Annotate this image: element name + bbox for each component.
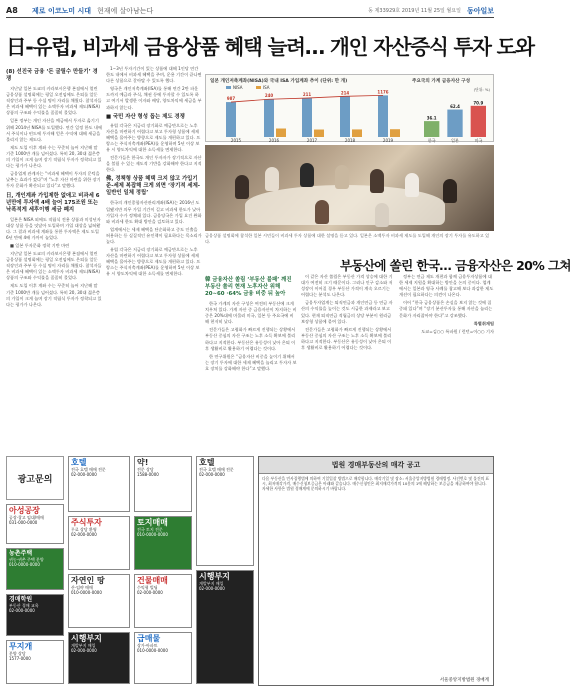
column-subheading: 韓 금융자산 쏠림 ‘부동산 불패’ 깨진 부동산 쏠리 현재 노후자산 위해 20∼60 ·64% 금융 비중 뒤 높아 [205,277,292,297]
chart-tick-label: 2017 [306,138,318,143]
paragraph: 지난달 일본 도쿄의 키라보시은행 본점에서 열린 금융상품 설명회에는 평일 오전임에도 은퇴를 앞둔 직장인과 주부 등 수십 명이 자리를 채웠다. 참석자들은 비과세 혜택이 있는 소액투자 비과세 제도(NISA) 상품의 구조와 수익률을 꼼꼼히 물었다. [6,250,102,281]
chart-data-label: 70.9 [473,100,484,106]
paragraph: 제도 도입 이후 계좌 수는 꾸준히 늘어 지난해 말 기준 1000만 개를 넘어섰다. 특히 20, 30대 젊은층의 가입이 크게 늘며 장기 적립식 투자가 정착되고 있다는 평가가 나온다. [6,283,102,307]
ad-line: 전국 토지 전문 [137,527,163,532]
page-number: A8 [6,6,18,15]
byline: 특별취재팀 [473,320,494,326]
chart-unit-label: (단위: %) [473,87,490,92]
paragraph: 정부는 연금 제도 개편과 함께 금융투자상품에 대한 세제 지원을 확대하는 방안을 논의 중이다. 업계에서는 일본과 영국 사례를 참고해 보다 과감한 제도 개선이 필요하다는 의견이 나온다. [399,274,494,298]
ad-block[interactable] [6,594,64,636]
ad-block[interactable] [68,632,130,684]
column-subheading: 日, 개인계좌 가입제한 없애고 비과세 6년만에 투자액 4배 늘어 175조원 또는 낙폭적게 세후이행 세금 폐지 [6,192,100,213]
chart-tick-label: 2019 [382,138,394,143]
ad-block[interactable] [68,516,130,570]
ad-name: 아성공장 [9,506,40,515]
chart-bar [314,130,324,137]
photo-person [375,203,389,227]
ad-line: 부동산 경매 교육 [9,603,39,608]
main-headline: 日-유럽, 비과세 금융상품 혜택 늘려… 개인 자산증식 투자 도와 [6,35,534,59]
ad-line: 귀농·귀촌 주택 분양 [9,557,44,562]
ad-block[interactable] [134,574,192,628]
photo-person [443,179,457,203]
ad-name: 호텔 [199,458,215,467]
paragraph: 지난달 일본 도쿄의 키라보시은행 본점에서 열린 금융상품 설명회에는 평일 오전임에도 은퇴를 앞둔 직장인과 주부 등 수십 명이 자리를 채웠다. 참석자들은 비과세 혜택이 있는 소액투자 비과세 제도(NISA) 상품의 구조와 수익률을 꼼꼼히 물었다. [6,86,102,116]
paragraph: 한국 가계의 자산 구성은 여전히 부동산에 크게 치우쳐 있다. 가계 자산 중 금융자산이 차지하는 비중은 20%대에 머물러 미국, 일본 등 주요국에 비해 현저히 낮다. [205,301,297,325]
paragraph: 영국은 개인저축계좌(ISA)를 통해 연간 2만 파운드까지 예금과 주식, 채권 등에 투자할 수 있도록 하고 여기서 발생한 이자와 배당, 양도차익에 세금을 부과하지 않는다. [106,86,202,110]
ad-block[interactable] [134,516,192,570]
ad-phone: 010-0000-0000 [71,590,102,596]
paragraph: 제도 도입 이후 계좌 수는 꾸준히 늘어 지난해 말 기준 1000만 개를 넘어섰다. 특히 20, 30대 젊은층의 가입이 크게 늘며 장기 적립식 투자가 정착되고 있다는 평가가 나온다. [6,144,102,169]
ad-line: 전문 상담 [137,467,154,472]
ad-phone: 02-000-0000 [71,532,97,538]
photo-person [315,200,329,224]
photo-person [405,173,419,197]
ad-line: 개발부지 매입 [199,581,224,586]
paragraph: ■ 일본 투자문화 정착 기반 마련 [10,242,70,248]
photo-caption: 금융상품 설명회에 참석한 일본 시민들이 비과세 투자 상품에 대한 설명을 듣고 있다. 일본은 소액투자 비과세 제도를 도입해 개인의 장기 투자를 유도하고 있다. [205,233,490,244]
ad-line: 전국 호텔 매매 전문 [71,467,106,472]
ad-block[interactable] [196,570,254,684]
ad-line: 개발부지 매입 [71,643,96,648]
chart-bar [424,121,439,137]
article-column-1 [6,66,102,451]
legend-swatch [256,86,261,89]
chart-bar [378,95,388,137]
paragraph: 유럽 각국은 저금리 장기화로 예금만으로는 노후 자산을 마련하기 어렵다고 보고 투자형 상품에 세제 혜택을 몰아주는 방향으로 제도를 개편하고 있다. 프랑스는 주식저축계좌(PEA)를 운영하며 5년 이상 보유 시 양도차익에 대한 소득세를 면제한다. [106,122,201,153]
ad-name: 건물매매 [137,576,168,585]
paragraph: 이어 “한국 금융상품은 손실을 보지 않는 것에 집중돼 있다”며 “장기 분산투자를 통해 자산을 늘리는 문화가 자리잡아야 한다”고 강조했다. [399,300,493,318]
chart-panel [205,74,494,142]
ad-phone: 1577-0000 [9,656,31,662]
paragraph: 금융업계 관계자는 “비과세 혜택이 투자의 문턱을 낮추는 효과가 컸다”며 “노후 자산 마련을 위한 장기 투자 문화가 확산되고 있다”고 말했다. [6,171,101,189]
paragraph: 이 같은 자산 쏠림은 부동산 가격 상승에 대한 기대가 여전히 크기 때문이다. 그러나 인구 감소와 저성장이 이어질 경우 부동산 가격이 계속 오르기는 어렵다는 분석도 나온다. [301,274,393,298]
chart-tick-label: 미국 [474,138,483,143]
ad-block[interactable] [134,632,192,684]
newspaper-logo: 동아일보 [466,6,494,15]
ad-phone: 02-000-0000 [9,608,35,614]
inline-subheading: ■ 국민 자산 형성 돕는 제도 경쟁 [106,113,185,120]
article-photo [205,145,494,231]
ad-phone: 02-000-0000 [137,590,163,596]
section-title: 제로 이코노미 시대 [32,6,91,15]
legend-label: ISA [263,85,270,90]
chart-bar [302,98,312,137]
page-header [6,4,494,18]
ad-block[interactable] [6,548,64,590]
ad-line: 상가·아파트 [137,643,158,648]
court-auction-notice [258,456,494,686]
paragraph: 금융투자업계는 퇴직연금과 개인연금 등 연금 자산의 수익률을 높이는 것도 시급한 과제라고 보고 있다. 현재 퇴직연금 적립금의 상당 부분이 원리금 보장형 상품에 묶여 있다. [301,300,393,324]
paragraph: 1∼3년 투자기간이 있는 상품에 대해 1인당 연간 한도 내에서 비과세 혜택을 주며, 운용 기간이 끝나면 다른 상품으로 갈아탈 수 있도록 했다. [106,66,202,84]
ad-phone: 1588-0000 [137,472,159,478]
paragraph: 한 연구위원은 “금융자산 비중을 높이기 위해서는 장기 투자에 대한 세제 혜택을 늘리고 투자자 보호 장치를 강화해야 한다”고 말했다. [205,353,297,371]
ad-line: 무료 상담 환영 [71,527,97,532]
chart-bar [390,129,400,137]
ad-name: 농촌주택 [9,550,33,557]
ad-phone: 02-000-0000 [71,648,97,654]
chart-svg [206,75,495,143]
chart-left-title: 일본 개인저축계좌(NISA)와 국내 ISA 가입계좌 추이 (단위: 만 개) [210,79,348,84]
ad-name: 급매물 [137,634,161,643]
notice-footer: 서울중앙지방법원 경매계 [439,678,489,683]
ad-name: 무지개 [9,642,33,651]
ads-title: 광고문의 [6,456,64,500]
chart-bar [276,129,286,137]
ad-block[interactable] [6,640,64,684]
photo-person [265,167,279,191]
chart-data-label: 211 [302,92,312,98]
chart-bar [264,99,274,137]
ad-block[interactable] [134,456,192,512]
chart-bar [352,129,362,137]
ad-name: 주식투자 [71,518,102,527]
chart-bar [471,106,486,137]
photo-person [370,169,384,193]
paragraph: 일본 정부는 개인 자산을 예금에서 투자로 옮기기 위해 2014년 NISA를 도입했다. 연간 일정 한도 내에서 주식이나 펀드에 투자해 얻은 수익에 대해 세금을 물리지 않는 제도다. [6,118,102,142]
ad-block[interactable] [68,574,130,628]
ad-phone: 031-000-0000 [9,520,38,526]
ad-phone: 010-0000-0000 [9,562,40,568]
secondary-headline: 부동산에 쏠린 한국… 금융자산은 20% 그쳐 [340,258,571,273]
chart-bar [340,96,350,137]
issue-meta: 동 제33929호 2019년 11월 25일 월요일 [368,8,461,14]
chart-data-label: 62.4 [450,104,460,110]
ads-section [6,456,494,686]
ad-phone: 02-000-0000 [71,472,97,478]
ad-name: 자연인 땅 [71,576,105,585]
ad-line: 전국 호텔 매매 전문 [199,467,234,472]
article-column-3 [205,274,297,452]
notice-body: 다음 부동산을 민사집행법에 의하여 기일입찰 방법으로 매각합니다. 매각기일 및 장소: 서울중앙지방법원 경매법정. 사건번호 및 물건의 표시, 최저매각가격, 매수신청보증금은 아래와 같습니다. 매수신청인은 최저매각가격의 10분의 1에 해당하는 보증금을 제공하여야 합니다. 자세한 사항은 법원 경매계에 문의하시기 바랍니다. [262,476,490,491]
ad-phone: 010-0000-0000 [137,648,168,654]
paragraph: 업계에서는 세제 혜택을 단순화하고 중도 인출을 허용하는 등 실질적인 유인책이 필요하다는 목소리가 높다. [106,226,202,244]
paragraph: 일본은 NISA 외에도 적립식 전용 상품과 미성년자 대상 상품 등을 잇달아 도입하며 가입 대상을 넓혀왔다. 그 결과 비과세 계좌를 통한 투자액은 제도 도입 6년 만에 4배 가까이 늘었다. [6,216,101,240]
ad-name: 시행부지 [71,634,102,643]
article-column-5 [399,274,494,452]
chart-data-label: 240 [264,93,274,99]
chart-data-label: 214 [340,90,350,96]
chart-tick-label: 2018 [344,138,356,143]
photo-person [235,175,249,199]
paragraph: 한국의 개인종합자산관리계좌(ISA)는 2016년 도입됐지만 의무 가입 기간이 길고 비과세 한도가 낮아 가입자 수가 정체돼 있다. 금융당국은 가입 요건 완화와 비과세 한도 확대 방안을 검토하고 있다. [106,200,202,224]
section-subtitle: 현재에 살아남는다 [96,6,154,15]
byline-detail: 도쿄=김○○ 특파원 / 런던=이○○ 기자 [421,328,494,334]
notice-title: 법원 경매부동산의 매각 공고 [259,457,493,474]
chart-right-title: 주요국의 가계 금융자산 구성 [412,79,471,84]
ad-block[interactable] [196,456,254,566]
ad-block[interactable] [68,456,130,512]
chart-tick-label: 2016 [268,138,280,143]
chart-tick-label: 한국 [427,138,436,143]
ad-phone: 02-000-0000 [199,586,225,592]
photo-person [300,163,314,187]
ad-name: 시행부지 [199,572,230,581]
chart-data-label: 36.1 [426,115,437,121]
ad-line: 산·임야 매매 [71,585,93,590]
chart-bar [447,110,462,137]
paragraph: 전문가들은 한국도 개인 투자자가 장기적으로 자산을 불릴 수 있는 제도적 기반을 강화해야 한다고 지적한다. [106,155,202,173]
ad-block[interactable] [6,504,64,544]
photo-person [335,165,349,189]
chart-data-label: 1176 [377,89,389,95]
chart-data-label: 987 [226,96,236,102]
ad-line: 수익형 빌딩 [137,585,158,590]
ad-phone: 010-0000-0000 [137,532,168,538]
chart-tick-label: 일본 [451,138,459,143]
column-subheading: 佛, 정책형 상품 혜택 크지 않고 가입기준-세제 복잡해 크게 외면 ‘장기적 세제-일반인 일체 정립’ [106,176,201,197]
article-column-2 [106,66,202,451]
paragraph: 유럽 각국은 저금리 장기화로 예금만으로는 노후 자산을 마련하기 어렵다고 보고 투자형 상품에 세제 혜택을 몰아주는 방향으로 제도를 개편하고 있다. 프랑스는 주식저축계좌(PEA)를 운영하며 5년 이상 보유 시 양도차익에 대한 소득세를 면제한다. [106,247,201,277]
paragraph: 전문가들은 고령화가 빠르게 진행되는 상황에서 부동산 중심의 자산 구조는 노후 소득 확보에 불리하다고 지적한다. 부동산은 유동성이 낮아 은퇴 이후 생활비로 활용하기 어렵다는 것이다. [301,326,392,351]
ad-line: 공장·창고 임대/매매 [9,515,44,520]
ad-name: 경매학원 [9,596,33,603]
legend-swatch [226,86,231,89]
chart-tick-label: 2015 [230,138,242,143]
ad-name: 약! [137,458,149,467]
ad-line: 분양 상담 [9,651,26,656]
article-intro: (8) 선진국 금융 ‘돈 굴릴수 만들기’ 경쟁 [6,69,98,82]
legend-label: NISA [233,85,243,90]
ad-name: 토지매매 [137,518,168,527]
ad-name: 호텔 [71,458,87,467]
chart-bar [226,102,236,137]
article-column-4 [301,274,395,452]
ad-phone: 02-000-0000 [199,472,225,478]
paragraph: 전문가들은 고령화가 빠르게 진행되는 상황에서 부동산 중심의 자산 구조는 노후 소득 확보에 불리하다고 지적한다. 부동산은 유동성이 낮아 은퇴 이후 생활비로 활용하기 어렵다는 것이다. [205,327,296,351]
